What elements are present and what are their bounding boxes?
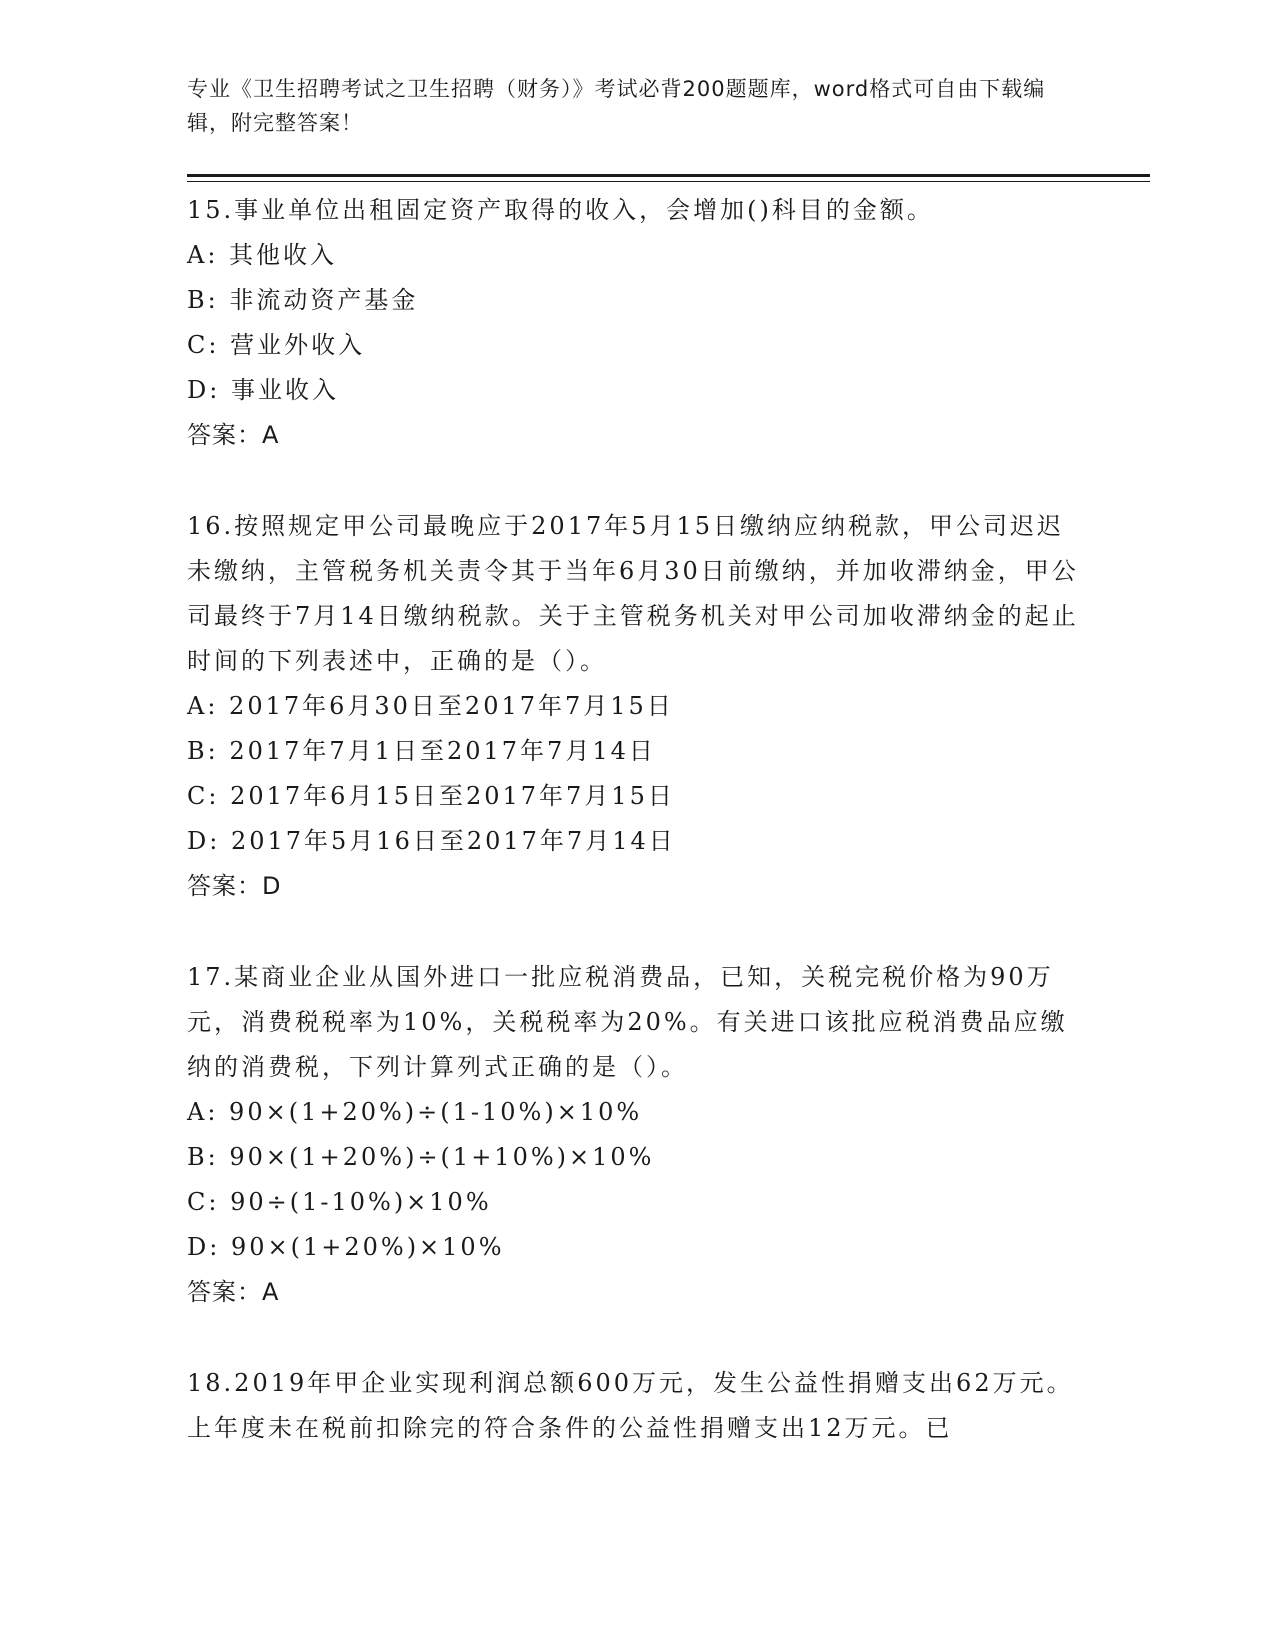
question-text: 18.2019年甲企业实现利润总额600万元，发生公益性捐赠支出62万元。上年度未在税前扣除完的符合条件的公益性捐赠支出12万元。已: [187, 1369, 1074, 1442]
question-text: 17.某商业企业从国外进口一批应税消费品，已知，关税完税价格为90万元，消费税税率为10%，关税税率为20%。有关进口该批应税消费品应缴纳的消费税，下列计算列式正确的是（）。: [187, 963, 1068, 1081]
header-rule-thin: [187, 181, 1150, 182]
answer: 答案：A: [187, 1278, 280, 1306]
question-15: [187, 188, 1087, 458]
answer: 答案：D: [187, 872, 282, 900]
question-text: 16.按照规定甲公司最晚应于2017年5月15日缴纳应纳税款，甲公司迟迟未缴纳，主管税务机关责令其于当年6月30日前缴纳，并加收滞纳金，甲公司最终于7月14日缴纳税款。关于主管税务机关对甲公司加收滞纳金的起止时间的下列表述中，正确的是（）。: [187, 512, 1079, 675]
option-a: A: 其他收入: [187, 241, 338, 269]
question-17: [187, 955, 1087, 1315]
option-d: D: 2017年5月16日至2017年7月14日: [187, 827, 676, 855]
question-text: 15.事业单位出租固定资产取得的收入，会增加()科目的金额。: [187, 196, 934, 224]
option-b: B: 2017年7月1日至2017年7月14日: [187, 737, 656, 765]
option-d: D: 事业收入: [187, 376, 339, 404]
question-list: [187, 188, 1087, 1497]
option-c: C: 2017年6月15日至2017年7月15日: [187, 782, 675, 810]
answer: 答案：A: [187, 421, 280, 449]
option-d: D: 90×(1+20%)×10%: [187, 1233, 505, 1261]
question-18: [187, 1361, 1087, 1451]
option-c: C: 90÷(1-10%)×10%: [187, 1188, 492, 1216]
question-16: [187, 504, 1087, 909]
option-b: B: 非流动资产基金: [187, 286, 419, 314]
option-a: A: 90×(1+20%)÷(1-10%)×10%: [187, 1098, 643, 1126]
option-b: B: 90×(1+20%)÷(1+10%)×10%: [187, 1143, 655, 1171]
option-c: C: 营业外收入: [187, 331, 366, 359]
header-rule-thick: [187, 174, 1150, 177]
option-a: A: 2017年6月30日至2017年7月15日: [187, 692, 674, 720]
document-header: 专业《卫生招聘考试之卫生招聘（财务）》考试必背200题题库，word格式可自由下载编辑，附完整答案！: [187, 77, 1046, 135]
